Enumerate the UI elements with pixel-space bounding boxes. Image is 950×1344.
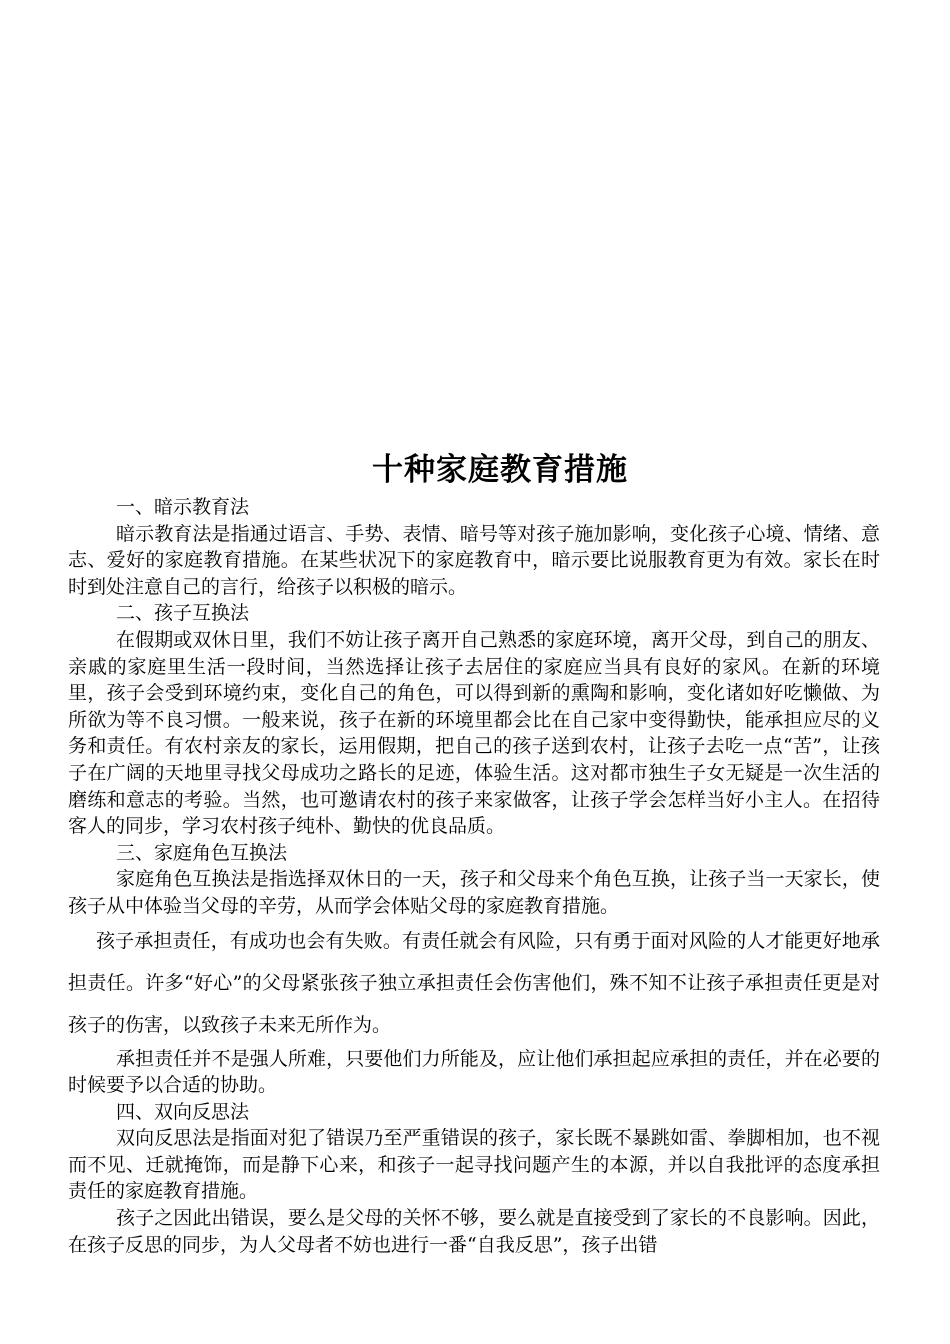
- paragraph: 孩子承担责任，有成功也会有失败。有责任就会有风险，只有勇于面对风险的人才能更好地承担责任。许多“好心”的父母紧张孩子独立承担责任会伤害他们，殊不知不让孩子承担责任更是对孩子的伤害，以致孩子未来无所作为。: [68, 929, 880, 1036]
- section-heading: 一、暗示教育法: [116, 496, 250, 518]
- paragraph: 孩子之因此出错误，要么是父母的关怀不够，要么就是直接受到了家长的不良影响。因此，在孩子反思的同步，为人父母者不妨也进行一番“自我反思”，孩子出错: [68, 1207, 880, 1256]
- paragraph: 在假期或双休日里，我们不妨让孩子离开自己熟悉的家庭环境，离开父母，到自己的朋友、亲戚的家庭里生活一段时间，当然选择让孩子去居住的家庭应当具有良好的家风。在新的环境里，孩子会受到环境约束，变化自己的角色，可以得到新的熏陶和影响，变化诸如好吃懒做、为所欲为等不良习惯。一般来说，孩子在新的环境里都会比在自己家中变得勤快，能承担应尽的义务和责任。有农村亲友的家长，运用假期，把自己的孩子送到农村，让孩子去吃一点“苦”，让孩子在广阔的天地里寻找父母成功之路长的足迹，体验生活。这对都市独生子女无疑是一次生活的磨练和意志的考验。当然，也可邀请农村的孩子来家做客，让孩子学会怎样当好小主人。在招待客人的同步，学习农村孩子纯朴、勤快的优良品质。: [68, 628, 880, 838]
- paragraph: 家庭角色互换法是指选择双休日的一天，孩子和父母来个角色互换，让孩子当一天家长，使孩子从中体验当父母的辛劳，从而学会体贴父母的家庭教育措施。: [68, 868, 880, 917]
- paragraph: 暗示教育法是指通过语言、手势、表情、暗号等对孩子施加影响，变化孩子心境、情绪、意志、爱好的家庭教育措施。在某些状况下的家庭教育中，暗示要比说服教育更为有效。家长在时时到处注意自己的言行，给孩子以积极的暗示。: [68, 522, 880, 598]
- section-heading: 四、双向反思法: [116, 1100, 250, 1123]
- paragraph: 双向反思法是指面对犯了错误乃至严重错误的孩子，家长既不暴跳如雷、拳脚相加，也不视而不见、迁就掩饰，而是静下心来，和孩子一起寻找问题产生的本源，并以自我批评的态度承担责任的家庭教育措施。: [68, 1127, 880, 1203]
- document-title: 十种家庭教育措施: [372, 452, 628, 488]
- section-heading: 三、家庭角色互换法: [116, 841, 288, 864]
- section-heading: 二、孩子互换法: [116, 602, 250, 625]
- paragraph: 承担责任并不是强人所难，只要他们力所能及，应让他们承担起应承担的责任，并在必要的时候要予以合适的协助。: [68, 1047, 880, 1097]
- document-body: [68, 494, 880, 1258]
